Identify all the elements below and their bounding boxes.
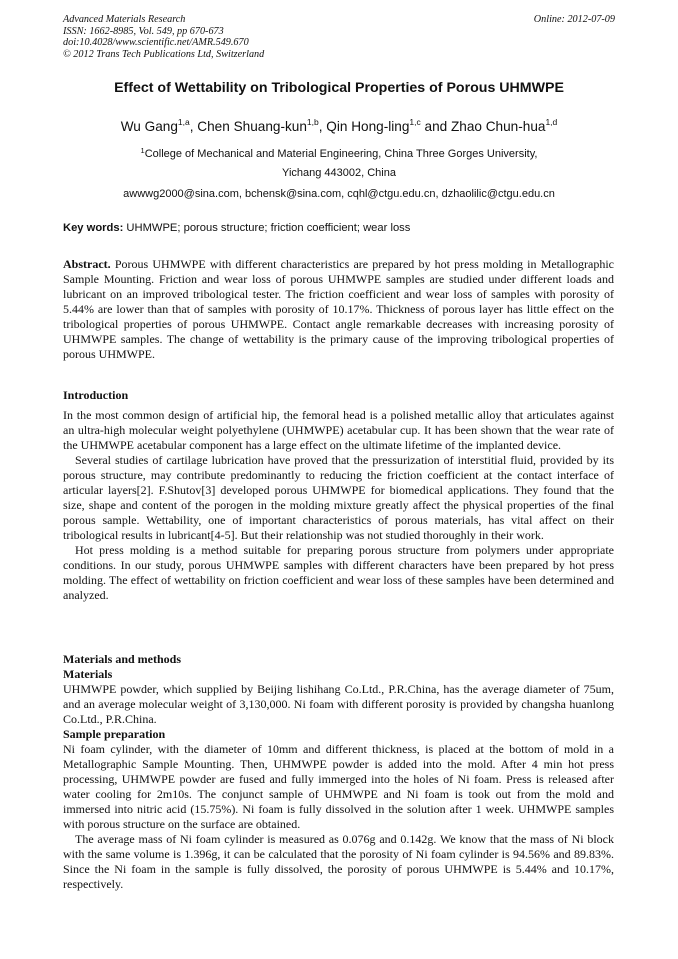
introduction-section: [63, 388, 614, 603]
author-list: [0, 117, 678, 134]
copyright-line: © 2012 Trans Tech Publications Ltd, Switzerland: [63, 48, 265, 60]
introduction-heading: Introduction: [63, 388, 129, 402]
abstract-label: Abstract.: [63, 257, 111, 271]
doi-line[interactable]: doi:10.4028/www.scientific.net/AMR.549.670: [63, 37, 249, 48]
online-date: Online: 2012-07-09: [533, 14, 615, 25]
author-sup: 1,c: [409, 117, 421, 127]
abstract: [63, 257, 614, 362]
materials-heading: Materials: [63, 667, 113, 681]
paragraph: Hot press molding is a method suitable for preparing porous structure from polymers under appropriate conditions. In our study, porous UHMWPE samples with different characters have been prepared by hot press molding. The effect of wettability on friction coefficient and wear loss of these samples have been determined and analyzed.: [63, 543, 614, 602]
author-name: Chen Shuang-kun: [197, 119, 307, 134]
author-sep: ,: [318, 119, 327, 134]
abstract-text: Porous UHMWPE with different characteristics are prepared by hot press molding in Metallographic Sample Mounting. Friction and wear loss of porous UHMWPE samples are studied under different loads and lubricant on an improved tribological tester. The friction coefficient and wear loss of samples with porosity of 5.44% are lower than that of samples with porosity of 10.17%. Thickness of porous layer has little effect on the tribological properties of porous UHMWPE. Contact angle remarkable decreases with increasing porosity of UHMWPE samples. The change of wettability is the primary cause of the improving tribological properties of porous UHMWPE.: [63, 257, 614, 361]
paragraph: Several studies of cartilage lubrication have proved that the pressurization of interstitial fluid, provided by its porous structure, may contribute predominantly to reducing the friction coefficient at the contact interface of articular layers[2]. F.Shutov[3] developed porous UHMWPE for biomedical applications. They found that the size, shape and content of the porogen in the molding mixture greatly affect the physical properties of the final porous sample. Wettability, one of important characteristics of porous materials, has vital affect on their tribological results in lubricant[4-5]. But their relationship was not studied thoroughly in their work.: [63, 453, 614, 542]
author-name: Qin Hong-ling: [326, 119, 410, 134]
author-emails: awwwg2000@sina.com, bchensk@sina.com, cqhl@ctgu.edu.cn, dzhaolilic@ctgu.edu.cn: [123, 188, 555, 200]
author-sep: and: [420, 119, 451, 134]
paragraph: In the most common design of artificial hip, the femoral head is a polished metallic alloy that articulates against an ultra-high molecular weight polyethylene (UHMWPE) acetabular cup. It has been shown that the wear rate of the UHMWPE acetabular component has a large effect on the ultimate lifetime of the implanted device.: [63, 408, 614, 452]
keywords: [63, 222, 410, 234]
paper-title: Effect of Wettability on Tribological Properties of Porous UHMWPE: [114, 80, 564, 96]
keywords-label: Key words:: [63, 222, 124, 234]
author-sup: 1,d: [545, 117, 558, 127]
author-name: Wu Gang: [120, 119, 178, 134]
author-sup: 1,b: [306, 117, 319, 127]
affiliation-sup: 1: [140, 146, 145, 155]
affiliation-line-2: Yichang 443002, China: [282, 167, 396, 179]
paragraph: UHMWPE powder, which supplied by Beijing lishihang Co.Ltd., P.R.China, has the average diameter of 75um, and an average molecular weight of 3,130,000. Ni foam with different porosity is provided by changsha huanlong Co.Ltd., P.R.China.: [63, 682, 614, 726]
methods-section: [63, 652, 614, 892]
journal-header: [63, 14, 264, 60]
keywords-text: UHMWPE; porous structure; friction coefficient; wear loss: [123, 222, 411, 234]
issn-line: ISSN: 1662-8985, Vol. 549, pp 670-673: [63, 25, 224, 37]
journal-name: Advanced Materials Research: [63, 14, 186, 25]
paragraph: Ni foam cylinder, with the diameter of 10mm and different thickness, is placed at the bottom of mold in a Metallographic Sample Mounting. Then, UHMWPE powder is added into the mold. After 4 min hot press processing, UHMWPE powder are fused and fully immerged into the holes of Ni foam. Press is released after water cooling for 2m10s. The conjunct sample of UHMWPE and Ni foam is took out from the mold and immersed into nitric acid (15.75%). Ni foam is fully dissolved in the solution after 1 week. UHMWPE samples with porous structure on the surface are obtained.: [63, 742, 614, 831]
paragraph: The average mass of Ni foam cylinder is measured as 0.076g and 0.142g. We know that the mass of Ni block with the same volume is 1.396g, it can be calculated that the porosity of Ni foam cylinder is 94.56% and 89.83%. Since the Ni foam in the sample is fully dissolved, the porosity of porous UHMWPE is 5.44% and 10.17%, respectively.: [63, 832, 614, 891]
sample-preparation-heading: Sample preparation: [63, 727, 166, 741]
author-name: Zhao Chun-hua: [450, 119, 546, 134]
author-sep: ,: [189, 119, 198, 134]
methods-heading: Materials and methods: [63, 652, 181, 666]
author-sup: 1,a: [177, 117, 190, 127]
affiliation-text: College of Mechanical and Material Engineering, China Three Gorges University,: [144, 148, 538, 160]
affiliation-line-1: [0, 146, 678, 160]
